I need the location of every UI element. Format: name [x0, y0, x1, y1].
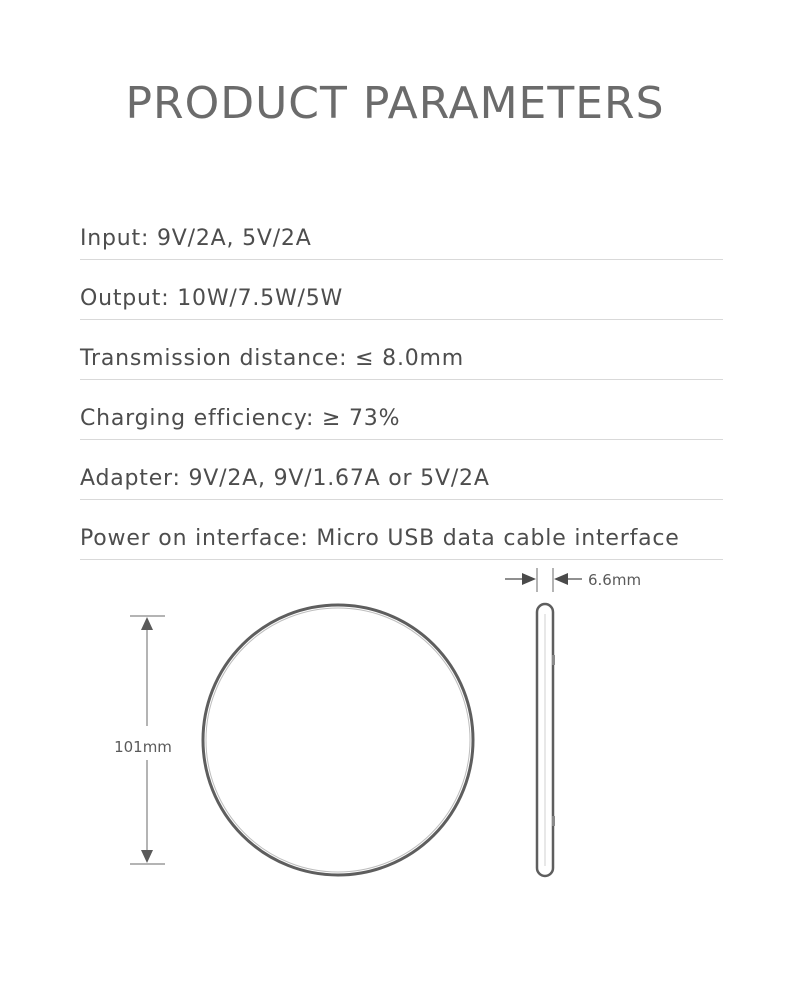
parameter-text: Power on interface: Micro USB data cable interface	[80, 526, 680, 551]
parameter-row-output	[80, 260, 723, 320]
parameter-row-input	[80, 200, 723, 260]
arrow-down-icon	[141, 850, 153, 863]
parameter-row-transmission-distance	[80, 320, 723, 380]
side-port-notch	[552, 816, 555, 826]
charger-front-view	[203, 605, 473, 875]
page-title: PRODUCT PARAMETERS	[125, 78, 665, 129]
parameter-row-adapter	[80, 440, 723, 500]
charger-side-view	[537, 604, 555, 876]
diameter-label: 101mm	[114, 738, 172, 756]
parameter-text: Input: 9V/2A, 5V/2A	[80, 226, 312, 251]
parameter-row-power-interface	[80, 500, 723, 560]
thickness-label: 6.6mm	[588, 571, 642, 589]
thickness-dimension	[505, 568, 641, 592]
side-port-notch	[552, 655, 555, 665]
parameter-list	[80, 200, 723, 560]
parameter-text: Charging efficiency: ≥ 73%	[80, 406, 401, 431]
parameter-row-charging-efficiency	[80, 380, 723, 440]
parameter-text: Transmission distance: ≤ 8.0mm	[80, 346, 465, 371]
diameter-dimension	[114, 616, 172, 864]
arrow-right-icon	[522, 573, 536, 585]
product-dimension-diagram	[0, 560, 790, 984]
arrow-left-icon	[554, 573, 568, 585]
arrow-up-icon	[141, 617, 153, 630]
parameter-text: Output: 10W/7.5W/5W	[80, 286, 344, 311]
parameter-text: Adapter: 9V/2A, 9V/1.67A or 5V/2A	[80, 466, 490, 491]
